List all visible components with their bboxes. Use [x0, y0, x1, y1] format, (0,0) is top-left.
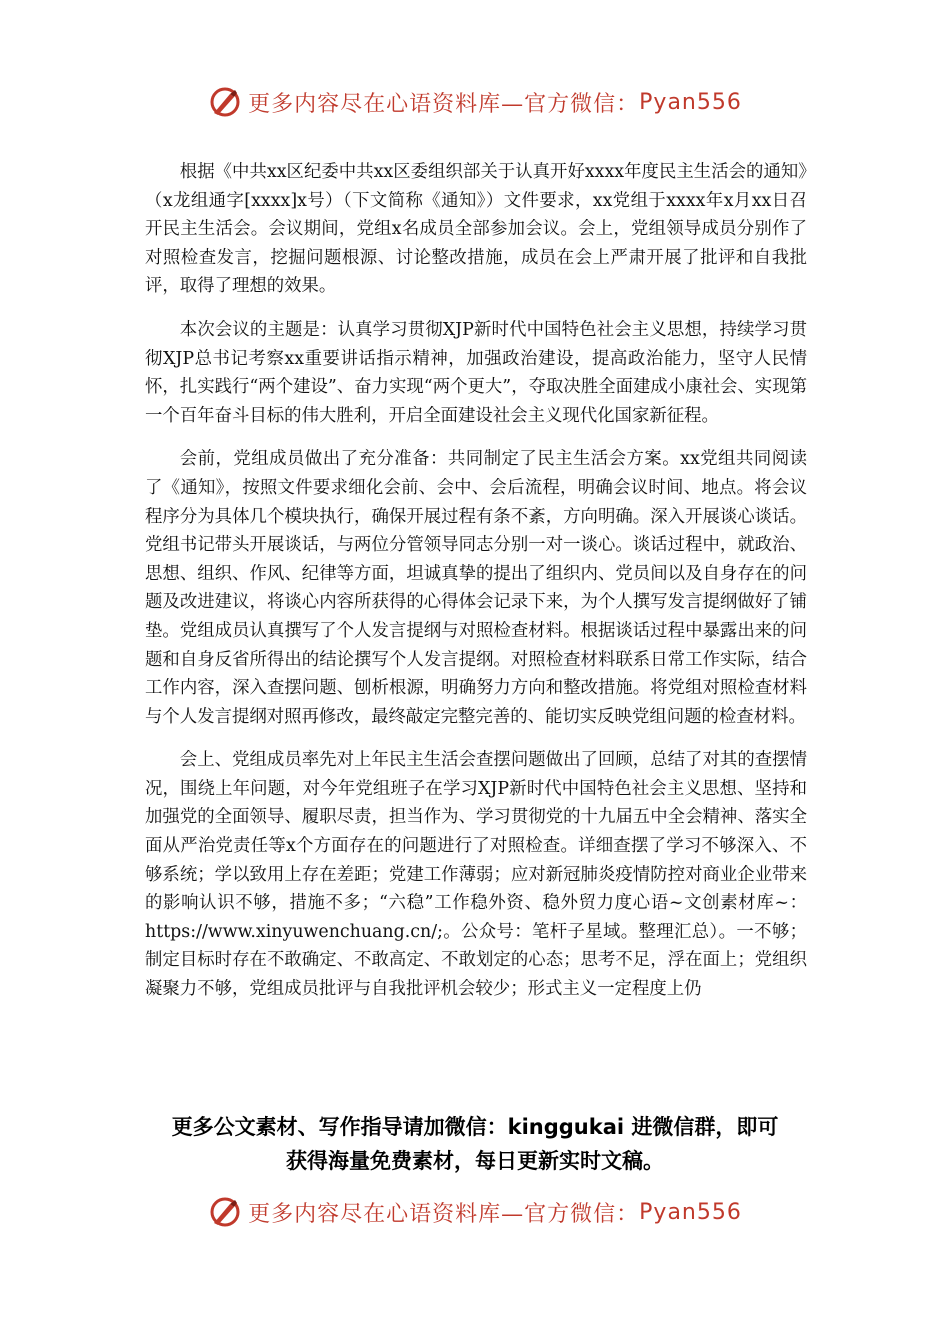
banner-wechat-id: Pyan556 [639, 89, 742, 115]
paragraph-3: 会前，党组成员做出了充分准备：共同制定了民主生活会方案。xx党组共同阅读了《通知》，按照文件要求细化会前、会中、会后流程，明确会议时间、地点。将会议程序分为具体几个模块执行，确保开展过程有条不紊，方向明确。深入开展谈心谈话。党组书记带头开展谈话，与两位分管领导同志分别一对一谈心。谈话过程中，就政治、思想、组织、作风、纪律等方面，坦诚真挚的提出了组织内、党员间以及自身存在的问题及改进建议，将谈心内容所获得的心得体会记录下来，为个人撰写发言提纲做好了铺垫。党组成员认真撰写了个人发言提纲与对照检查材料。根据谈话过程中暴露出来的问题和自身反省所得出的结论撰写个人发言提纲。对照检查材料联系日常工作实际，结合工作内容，深入查摆问题、刨析根源，明确努力方向和整改措施。将党组对照检查材料与个人发言提纲对照再修改，最终敲定完整完善的、能切实反映党组问题的检查材料。 [145, 449, 807, 727]
footer-note-line-1: 更多公文素材、写作指导请加微信：kinggukai 进微信群，即可 [171, 1115, 779, 1139]
footer-note [0, 1110, 950, 1178]
footer-banner [0, 1190, 950, 1234]
footer-note-line-2: 获得海量免费素材，每日更新实时文稿。 [286, 1149, 664, 1173]
article-body [145, 158, 807, 1019]
paragraph-2: 本次会议的主题是：认真学习贯彻XJP新时代中国特色社会主义思想，持续学习贯彻XJP总书记考察xx重要讲话指示精神，加强政治建设，提高政治能力，坚守人民情怀，扎实践行“两个建设”、奋力实现“两个更大”，夺取决胜全面建成小康社会、实现第一个百年奋斗目标的伟大胜利，开启全面建设社会主义现代化国家新征程。 [145, 319, 807, 426]
banner-wechat-id: Pyan556 [639, 1199, 742, 1225]
header-banner [0, 80, 950, 124]
paragraph-4: 会上、党组成员率先对上年民主生活会查摆问题做出了回顾，总结了对其的查摆情况，围绕上年问题，对今年党组班子在学习XJP新时代中国特色社会主义思想、坚持和加强党的全面领导、履职尽责，担当作为、学习贯彻党的十九届五中全会精神、落实全面从严治党责任等x个方面存在的问题进行了对照检查。详细查摆了学习不够深入、不够系统；学以致用上存在差距；党建工作薄弱；应对新冠肺炎疫情防控对商业企业带来的影响认识不够，措施不多；“六稳”工作稳外资、稳外贸力度心语~文创素材库~：https://www.xinyuwenchuang.cn/;。公众号：笔杆子星域。整理汇总）。一不够；制定目标时存在不敢确定、不敢高定、不敢划定的心态；思考不足，浮在面上；党组织凝聚力不够，党组成员批评与自我批评机会较少；形式主义一定程度上仍 [145, 750, 807, 1000]
brush-logo-icon [208, 1195, 242, 1229]
brush-logo-icon [208, 85, 242, 119]
paragraph-1: 根据《中共xx区纪委中共xx区委组织部关于认真开好xxxx年度民主生活会的通知》（x龙组通字[xxxx]x号）（下文简称《通知》）文件要求，xx党组于xxxx年x月xx日召开民主生活会。会议期间，党组x名成员全部参加会议。会上，党组领导成员分别作了对照检查发言，挖掘问题根源、讨论整改措施，成员在会上严肃开展了批评和自我批评，取得了理想的效果。 [145, 162, 807, 297]
banner-text: 更多内容尽在心语资料库—官方微信： [248, 91, 640, 117]
banner-text: 更多内容尽在心语资料库—官方微信： [248, 1201, 640, 1227]
